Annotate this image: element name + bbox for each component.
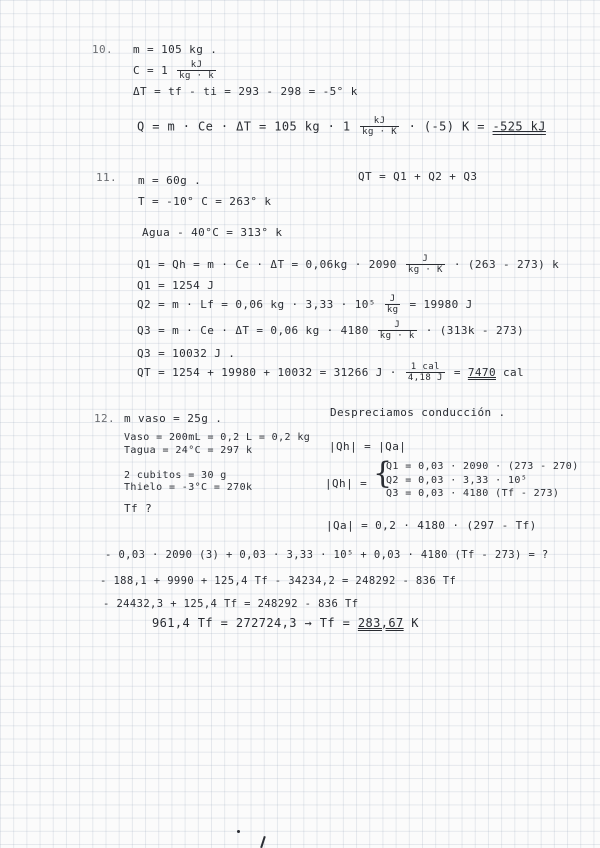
p12-water-temperature: Tagua = 24°C = 297 k [124, 445, 253, 456]
p12-glass-volume: Vaso = 200mL = 0,2 L = 0,2 kg [124, 432, 311, 443]
p10-heat-equation: Q = m · Ce · ΔT = 105 kg · 1 $\frac{kJ}{kg \cdot K}$ · (-5) K = -525 kJ [137, 116, 546, 138]
p12-final-equation: 961,4 Tf = 272724,3 → Tf = 283,67 K [152, 616, 419, 630]
p11-total-equation: QT = 1254 + 19980 + 10032 = 31266 J · $\frac{\text{1 cal}}{4,18 J}$ = 7470 cal [137, 362, 525, 384]
problem-10-number: 10. [92, 43, 114, 56]
p12-equation-2: - 188,1 + 9990 + 125,4 Tf - 34234,2 = 248292 - 836 Tf [100, 575, 457, 587]
p12-assumption: Despreciamos conducción . [330, 406, 506, 419]
p12-ice-temperature: Thielo = -3°C = 270k [124, 482, 253, 493]
p12-q2-line: Q2 = 0,03 · 3,33 · 10⁵ [386, 475, 528, 486]
problem-12-number: 12. [94, 412, 116, 425]
p11-q3-value: Q3 = 10032 J . [137, 347, 236, 360]
problem-11-number: 11. [96, 171, 118, 184]
p12-qh-label: |Qh| = [325, 477, 368, 490]
p11-q2-equation: Q2 = m · Lf = 0,06 kg · 3,33 · 10⁵ $\frac{J}{kg}$ = 19980 J [137, 294, 473, 316]
p12-glass-mass: m vaso = 25g . [124, 412, 223, 425]
brace-icon: { [373, 456, 393, 491]
p11-temperature: T = -10° C = 263° k [138, 195, 272, 208]
p10-specific-heat: C = 1 $\frac{kJ}{kg \cdot k}$ [133, 60, 215, 82]
p12-q1-line: Q1 = 0,03 · 2090 · (273 - 270) [386, 461, 579, 472]
p11-result: 7470 [467, 365, 496, 379]
p11-total-heat: QT = Q1 + Q2 + Q3 [358, 170, 478, 183]
pen-stroke-mark [260, 836, 265, 848]
p11-mass: m = 60g . [138, 174, 202, 187]
p11-q3-equation: Q3 = m · Ce · ΔT = 0,06 kg · 4180 $\frac{J}{kg \cdot k}$ · (313k - 273) [137, 320, 525, 342]
p10-delta-t: ΔT = tf - ti = 293 - 298 = -5° k [133, 85, 358, 98]
p12-heat-balance: |Qh| = |Qa| [329, 440, 407, 453]
p11-q1-value: Q1 = 1254 J [137, 279, 215, 292]
p12-equation-3: - 24432,3 + 125,4 Tf = 248292 - 836 Tf [103, 598, 359, 610]
p12-q3-line: Q3 = 0,03 · 4180 (Tf - 273) [386, 488, 560, 499]
pen-dot-mark [237, 830, 240, 833]
p10-result: -525 kJ [492, 119, 546, 134]
p12-qa-equation: |Qa| = 0,2 · 4180 · (297 - Tf) [326, 519, 537, 532]
p12-result: 283,67 [357, 616, 404, 630]
p11-q1-equation: Q1 = Qh = m · Ce · ΔT = 0,06kg · 2090 $\frac{J}{kg \cdot K}$ · (263 - 273) k [137, 254, 560, 276]
p12-equation-1: - 0,03 · 2090 (3) + 0,03 · 3,33 · 10⁵ + 0,03 · 4180 (Tf - 273) = ? [105, 549, 549, 561]
p12-unknown: Tf ? [124, 502, 153, 515]
p10-mass: m = 105 kg . [133, 43, 218, 56]
p11-water-temperature: Agua - 40°C = 313° k [142, 226, 283, 239]
p12-ice-cubes: 2 cubitos = 30 g [124, 470, 227, 481]
